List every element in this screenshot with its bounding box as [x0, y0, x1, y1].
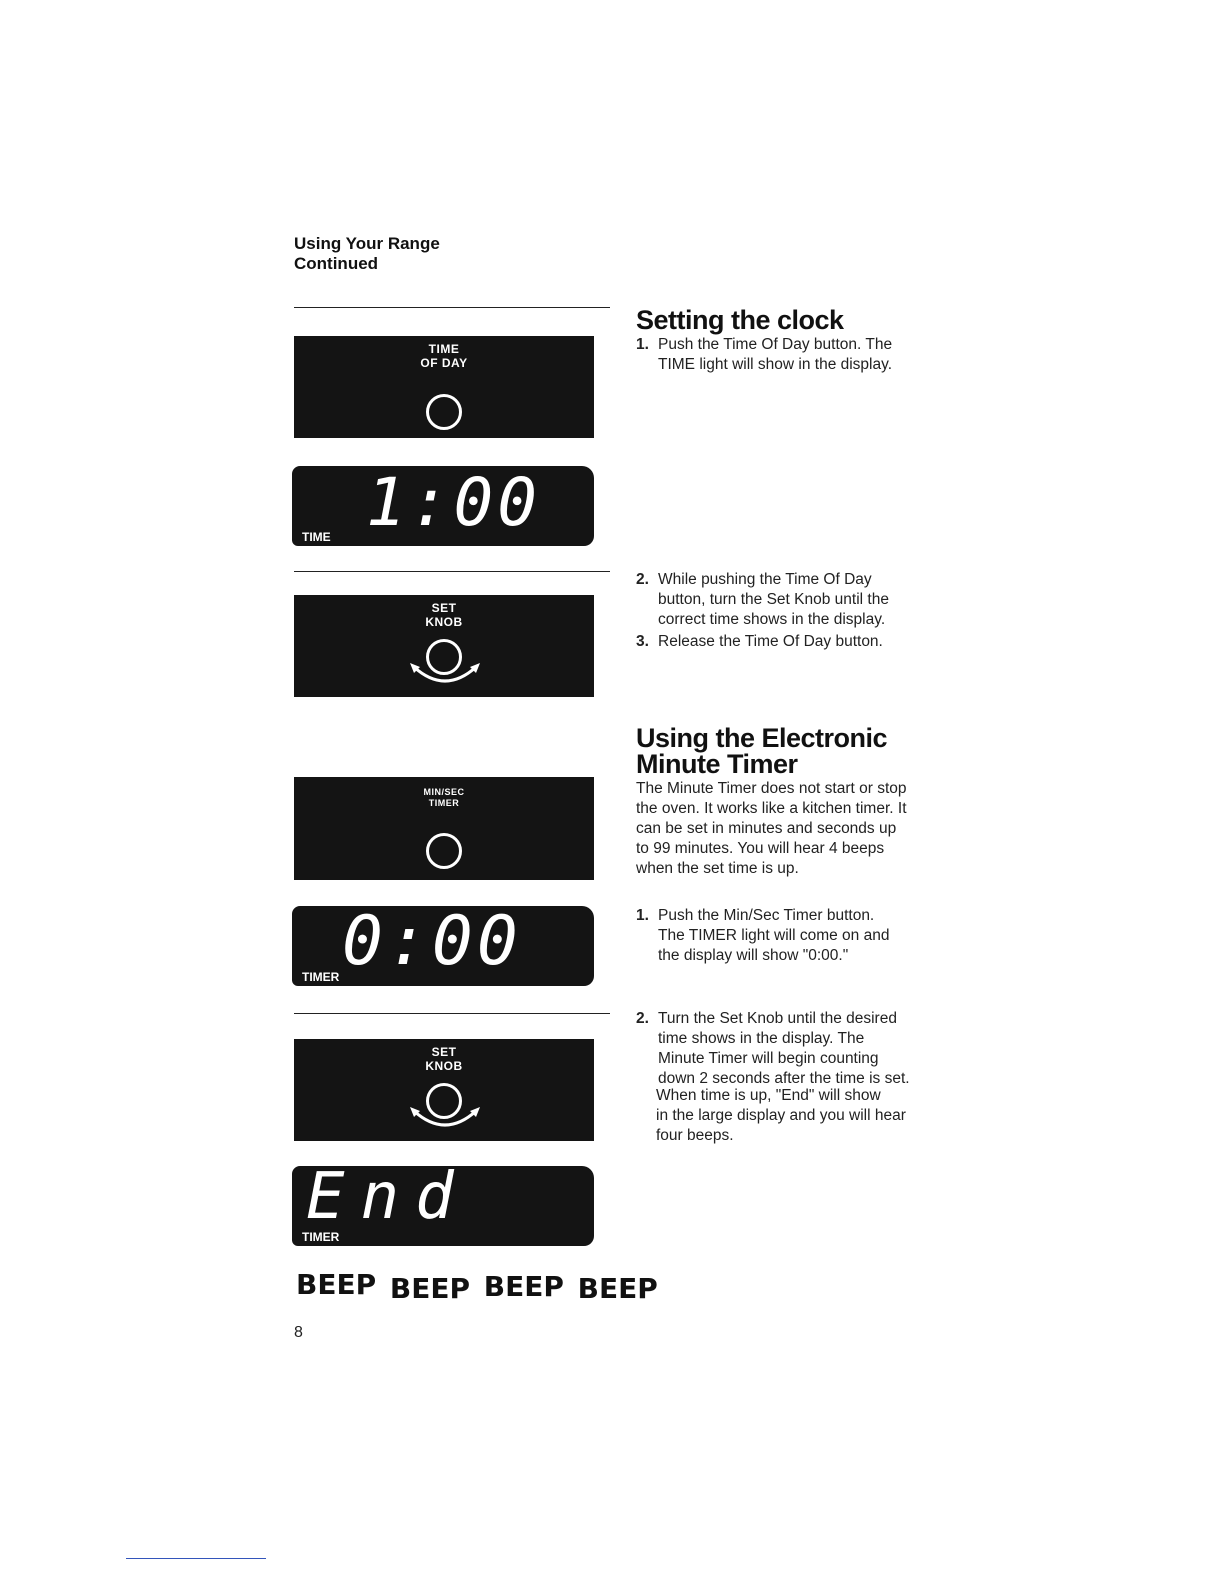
- divider: [294, 571, 610, 572]
- beep-text: BEEP: [389, 1272, 470, 1305]
- page-number: 8: [294, 1324, 303, 1341]
- end-display: [292, 1166, 594, 1246]
- step-number: 2.: [636, 1010, 649, 1027]
- beep-text: BEEP: [296, 1268, 377, 1301]
- step-text: While pushing the Time Of Day button, turn the Set Knob until the correct time shows in the display.: [658, 571, 889, 628]
- clock-section-title: Setting the clock: [636, 305, 844, 335]
- beep-text: BEEP: [577, 1272, 658, 1305]
- rotate-arrow-icon: [408, 661, 482, 691]
- clock-display-digits: 1:00: [366, 466, 541, 541]
- min-sec-timer-label: MIN/SEC TIMER: [423, 787, 465, 808]
- timer-display: [292, 906, 594, 986]
- timer-end-note: When time is up, "End" will show in the large display and you will hear four beeps.: [656, 1087, 906, 1144]
- timer-step-1: [636, 906, 956, 966]
- timer-title-line-1: Using the Electronic: [636, 723, 888, 753]
- timer-display-digits: 0:00: [342, 906, 522, 981]
- step-text: Turn the Set Knob until the desired time shows in the display. The Minute Timer will begin counting down 2 seconds after the time is set.: [658, 1010, 910, 1087]
- end-display-text: End: [306, 1166, 470, 1234]
- divider: [294, 307, 610, 308]
- section-header: [294, 234, 440, 274]
- clock-step-1: [636, 335, 956, 375]
- timer-indicator: TIMER: [302, 970, 340, 984]
- step-text: Push the Time Of Day button. The TIME light will show in the display.: [658, 336, 893, 373]
- step-number: 1.: [636, 336, 649, 353]
- set-knob-panel: [294, 595, 594, 697]
- header-title: Using Your Range: [294, 234, 440, 253]
- timer-indicator-end: TIMER: [302, 1230, 340, 1244]
- step-text: Release the Time Of Day button.: [658, 633, 883, 650]
- step-number: 3.: [636, 633, 649, 650]
- time-indicator: TIME: [302, 530, 331, 544]
- clock-display: [292, 466, 594, 546]
- min-sec-timer-panel: [294, 777, 594, 880]
- set-knob-panel-2: [294, 1039, 594, 1141]
- timer-title-line-2: Minute Timer: [636, 749, 798, 779]
- step-number: 2.: [636, 571, 649, 588]
- min-sec-timer-button-icon[interactable]: [426, 833, 462, 869]
- header-subtitle: Continued: [294, 254, 379, 273]
- set-knob-label-2: SET KNOB: [425, 1045, 463, 1073]
- beep-text: BEEP: [483, 1270, 564, 1303]
- timer-step-2: [636, 1009, 956, 1089]
- set-knob-label: SET KNOB: [425, 601, 463, 629]
- time-of-day-label: TIME OF DAY: [420, 342, 468, 370]
- time-of-day-button-icon[interactable]: [426, 394, 462, 430]
- timer-section-title: [636, 725, 887, 777]
- timer-intro: The Minute Timer does not start or stop the oven. It works like a kitchen timer. It can be set in minutes and seconds up to 99 minutes. You will hear 4 beeps when the set time is up.: [636, 780, 907, 877]
- footer-line: [126, 1558, 266, 1559]
- beep-sounds: [296, 1262, 662, 1305]
- rotate-arrow-icon-2: [408, 1105, 482, 1135]
- time-of-day-panel: [294, 336, 594, 438]
- clock-step-3: [636, 632, 956, 652]
- step-text: Push the Min/Sec Timer button. The TIMER light will come on and the display will show "0:00.": [658, 907, 890, 964]
- clock-step-2: [636, 570, 956, 630]
- divider: [294, 1013, 610, 1014]
- step-number: 1.: [636, 907, 649, 924]
